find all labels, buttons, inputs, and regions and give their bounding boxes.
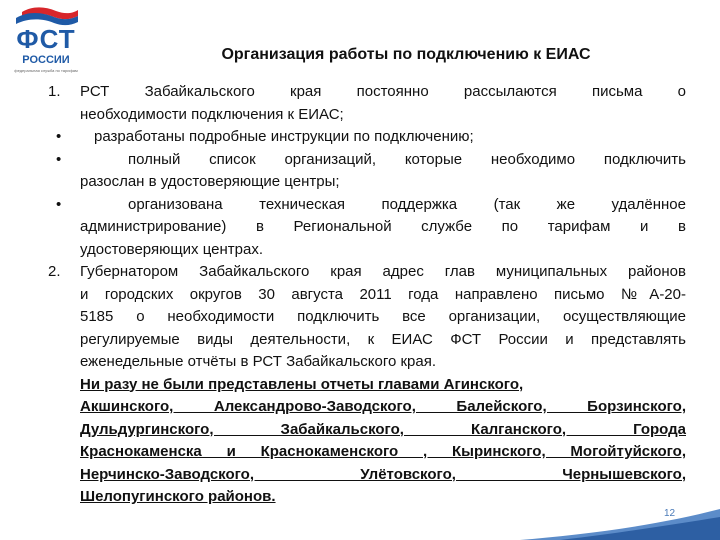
page-title: Организация работы по подключению к ЕИАС <box>221 46 591 63</box>
highlight-line: Нерчинско-Заводского, Улётовского, Чернышевского, <box>80 465 686 483</box>
bullet-marker: • <box>56 195 62 213</box>
highlight-line: Шелопугинского районов. <box>80 488 276 505</box>
item-line: удостоверяющих центрах. <box>80 240 263 258</box>
highlight-line: Ни разу не были представлены отчеты главами Агинского, <box>80 375 524 393</box>
content-body <box>48 81 686 509</box>
logo-subtitle: федеральная служба по тарифам <box>14 68 78 73</box>
item-line: разослан в удостоверяющие центры; <box>80 173 340 190</box>
highlight-line: Дульдургинского, Забайкальского, Калганского, Города <box>80 420 686 438</box>
logo-country: РОССИИ <box>22 54 70 66</box>
logo-abbr: ФСТ <box>16 24 76 54</box>
list-marker: 2. <box>48 263 61 280</box>
item-line: 5185 о необходимости подключить все организации, осуществляющие <box>80 308 686 325</box>
item-line: РСТ Забайкальского края постоянно рассылаются письма о <box>80 83 686 100</box>
list-item <box>48 81 686 126</box>
list-item <box>48 149 686 194</box>
item-line: Губернатором Забайкальского края адрес глав муниципальных районов <box>80 263 686 280</box>
list-marker: 1. <box>48 83 61 100</box>
item-line: регулируемые виды деятельности, к ЕИАС ФСТ России и представлять <box>80 330 686 348</box>
page-number: 12 <box>664 508 676 519</box>
item-line: полный список организаций, которые необходимо подключить <box>128 150 686 168</box>
item-line: необходимости подключения к ЕИАС; <box>80 105 344 123</box>
highlight-line: Акшинского, Александрово-Заводского, Балейского, Борзинского, <box>80 398 686 415</box>
list-item <box>48 261 686 509</box>
item-line: организована техническая поддержка (так же удалённое <box>128 195 686 213</box>
item-line: и городских округов 30 августа 2011 года направлено письмо №А-20- <box>80 285 686 303</box>
highlight-line: Краснокаменска и Краснокаменского , Кыринского, Могойтуйского, <box>80 443 686 460</box>
footer-swoosh <box>520 505 720 540</box>
list-item <box>48 126 686 149</box>
list-item <box>48 194 686 262</box>
bullet-marker: • <box>56 128 62 145</box>
bullet-marker: • <box>56 150 62 168</box>
item-line: разработаны подробные инструкции по подключению; <box>94 128 474 145</box>
fst-logo <box>4 4 88 82</box>
item-line: администрирование) в Региональной службе по тарифам и в <box>80 218 686 235</box>
item-line: еженедельные отчёты в РСТ Забайкальского края. <box>80 353 437 370</box>
